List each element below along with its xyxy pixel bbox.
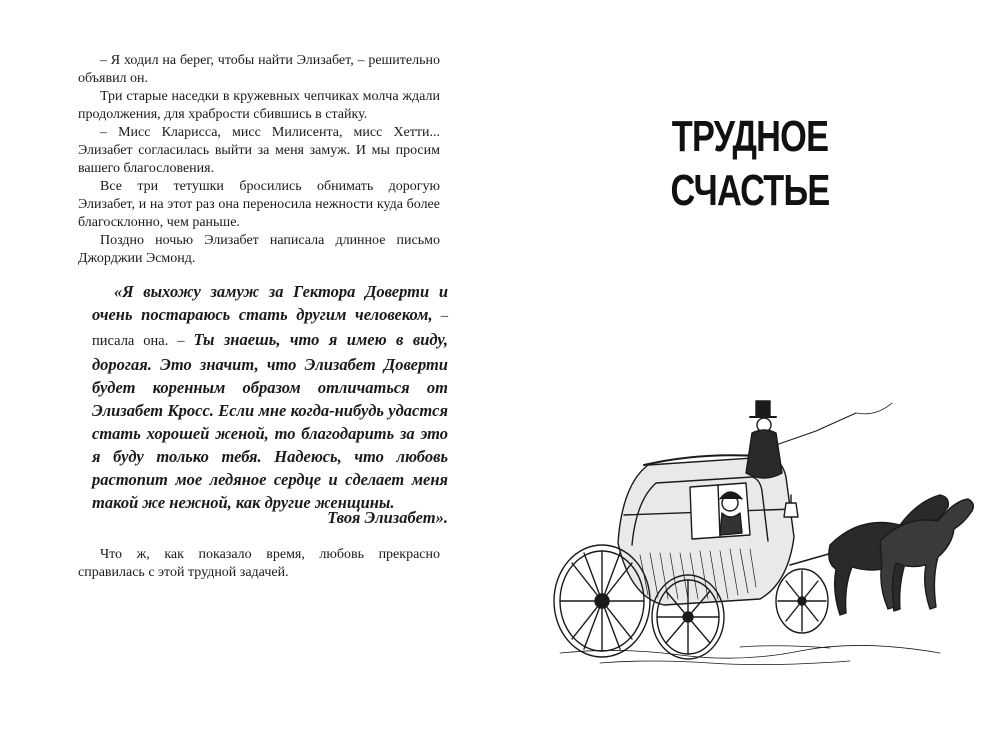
chapter-title	[664, 110, 836, 218]
story-text	[78, 52, 440, 268]
horses	[829, 495, 973, 615]
letter-part-2: Ты знаешь, что я имею в виду, дорогая. Это значит, что Элизабет Доверти будет коренным образом отличаться от Элизабет Кросс. Если мне когда-нибудь удастся стать хорошей женой, то благодарить за это я буду только тебя. Надеюсь, что любовь растопит мое ледяное сердце и сделает меня такой же нежной, как другие женщины.	[92, 330, 448, 512]
coachman-figure	[746, 401, 892, 478]
paragraph: – Я ходил на берег, чтобы найти Элизабет, – решительно объявил он.	[78, 53, 440, 86]
letter-paragraph	[92, 280, 448, 514]
carriage-illustration	[540, 395, 980, 675]
closing-paragraph: Что ж, как показало время, любовь прекрасно справилась с этой трудной задачей.	[78, 547, 440, 580]
paragraph: Все три тетушки бросились обнимать дорогую Элизабет, и на этот раз она переносила нежности куда более благосклонно, чем раньше.	[78, 179, 440, 230]
paragraph: Поздно ночью Элизабет написала длинное письмо Джорджии Эсмонд.	[78, 233, 440, 266]
chapter-title-line-2: СЧАСТЬЕ	[670, 166, 830, 215]
far-wheel	[776, 569, 828, 633]
chapter-title-line-1: ТРУДНОЕ	[671, 112, 829, 161]
rear-wheel	[554, 545, 650, 657]
closing-text	[78, 546, 440, 582]
letter-signature: Твоя Элизабет».	[327, 508, 448, 527]
right-page	[500, 0, 1000, 750]
paragraph: Три старые наседки в кружевных чепчиках молча ждали продолжения, для храбрости сбившись в стайку.	[78, 89, 440, 122]
letter-aside: – писала она. –	[92, 308, 449, 349]
paragraph: – Мисс Кларисса, мисс Милисента, мисс Хетти... Элизабет согласилась выйти за меня замуж. И мы просим вашего благословения.	[78, 125, 440, 176]
front-wheel	[652, 575, 724, 659]
letter-text	[92, 280, 448, 514]
letter-part-1: «Я выхожу замуж за Гектора Доверти и очень постараюсь стать другим человеком,	[92, 282, 448, 324]
